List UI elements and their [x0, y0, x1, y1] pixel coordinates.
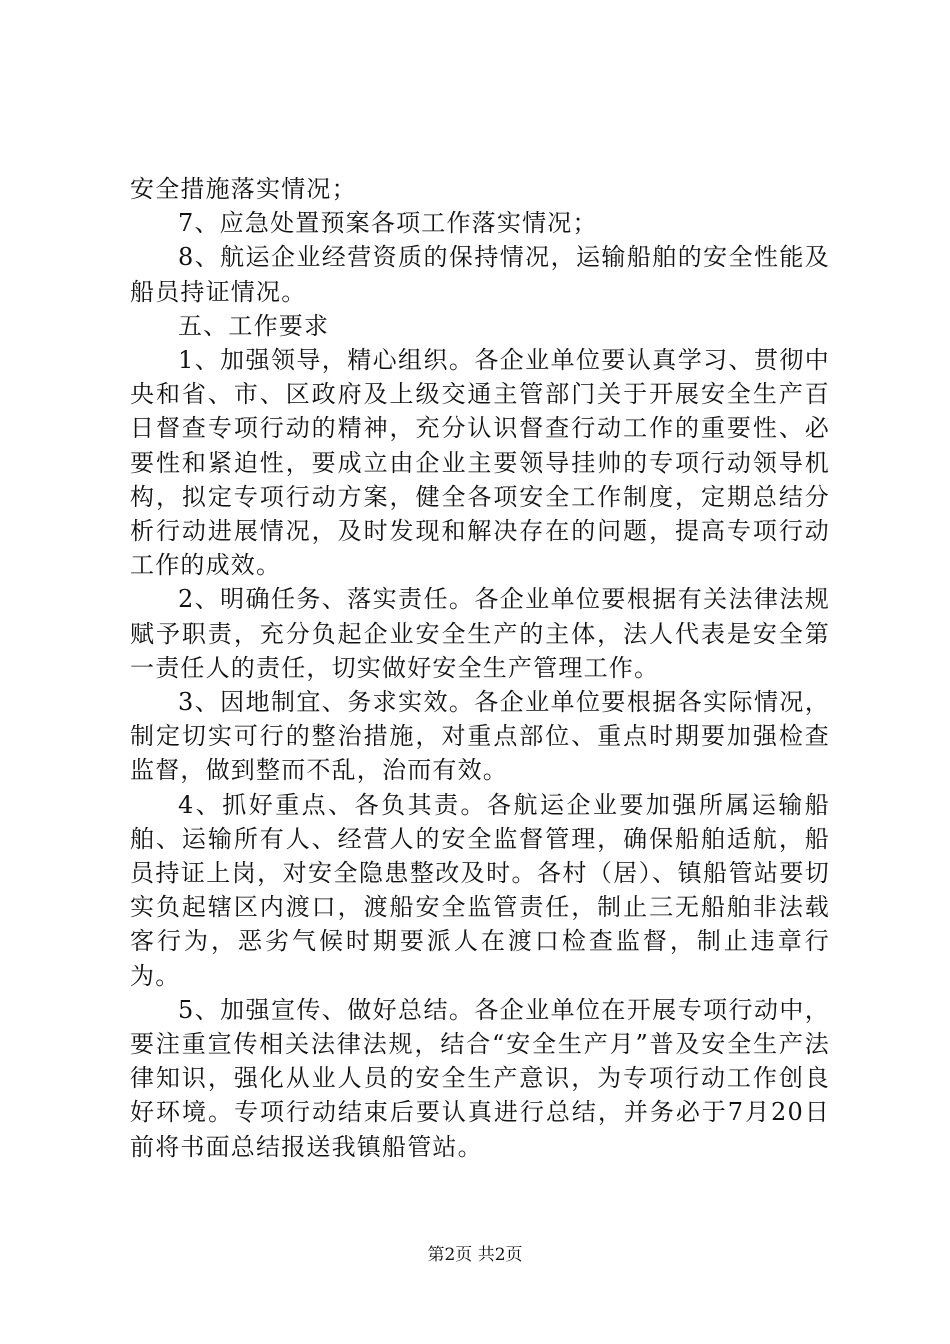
section-heading: 五、工作要求 [178, 311, 330, 340]
paragraph-9: 5、加强宣传、做好总结。各企业单位在开展专项行动中，要注重宣传相关法律法规，结合“安全生产月”普及安全生产法律知识，强化从业人员的安全生产意识，为专项行动工作创良好环境。专项行动结束后要认真进行总结，并务必于7月20日前将书面总结报送我镇船管站。 [130, 995, 830, 1161]
document-body [130, 172, 830, 1164]
paragraph-5: 1、加强领导，精心组织。各企业单位要认真学习、贯彻中央和省、市、区政府及上级交通主管部门关于开展安全生产百日督查专项行动的精神，充分认识督查行动工作的重要性、必要性和紧迫性，要成立由企业主要领导挂帅的专项行动领导机构，拟定专项行动方案，健全各项安全工作制度，定期总结分析行动进展情况，及时发现和解决存在的问题，提高专项行动工作的成效。 [130, 346, 830, 580]
paragraph-7: 3、因地制宜、务求实效。各企业单位要根据各实际情况，制定切实可行的整治措施，对重点部位、重点时期要加强检查监督，做到整而不乱，治而有效。 [130, 688, 830, 785]
paragraph-2: 7、应急处置预案各项工作落实情况； [178, 209, 598, 238]
paragraph-6: 2、明确任务、落实责任。各企业单位要根据有关法律法规赋予职责，充分负起企业安全生产的主体，法人代表是安全第一责任人的责任，切实做好安全生产管理工作。 [130, 585, 830, 682]
paragraph-3: 8、航运企业经营资质的保持情况，运输船舶的安全性能及船员持证情况。 [130, 243, 830, 306]
paragraph-8: 4、抓好重点、各负其责。各航运企业要加强所属运输船舶、运输所有人、经营人的安全监督管理，确保船舶适航，船员持证上岗，对安全隐患整改及时。各村（居）、镇船管站要切实负起辖区内渡口，渡船安全监管责任，制止三无船舶非法载客行为，恶劣气候时期要派人在渡口检查监督，制止违章行为。 [130, 790, 830, 990]
page-footer: 第2页 共2页 [427, 1245, 523, 1265]
paragraph-1: 安全措施落实情况； [130, 175, 357, 203]
